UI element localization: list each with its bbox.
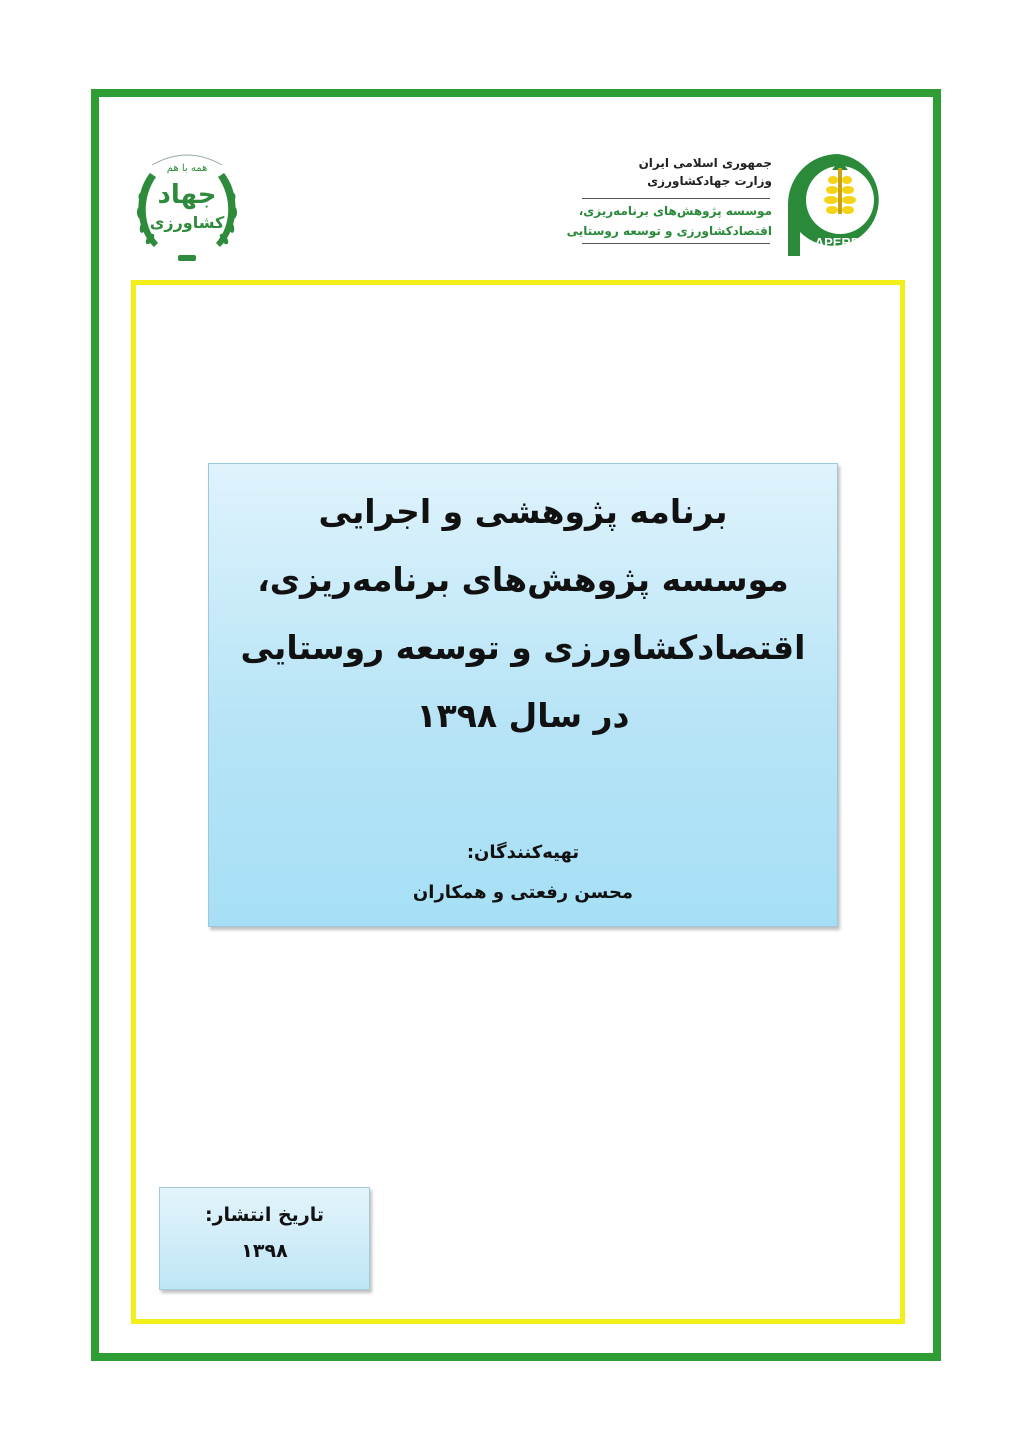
government-name: جمهوری اسلامی ایران [638,156,772,170]
jahad-keshavarzi-logo [128,143,246,267]
aperdri-emblem-icon [778,146,902,262]
institute-name-line1: موسسه پژوهش‌های برنامه‌ریزی، [578,204,772,218]
authors-names: محسن رفعتی و همکاران [412,882,634,903]
emblem-label: APERDRI [814,235,874,250]
publication-date-label: تاریخ انتشار: [204,1204,325,1226]
title-line-2: موسسه پژوهش‌های برنامه‌ریزی، [257,560,789,599]
publication-year: ۱۳۹۸ [241,1240,288,1262]
title-box [208,463,838,927]
divider [582,243,770,244]
ministry-name: وزارت جهادکشاورزی [647,174,772,188]
divider [582,198,770,199]
authors-label: تهیه‌کنندگان: [466,842,580,863]
logo-subtitle: کشاورزی [149,213,225,232]
ministry-institute-header [566,146,902,262]
publication-date-box [159,1187,370,1290]
institute-name-line2: اقتصادکشاورزی و توسعه روستایی [566,224,772,238]
logo-slogan: همه با هم [166,163,208,174]
title-line-4: در سال ۱۳۹۸ [416,696,630,735]
logo-title: جهاد [157,180,217,210]
title-line-1: برنامه پژوهشی و اجرایی [318,492,728,531]
title-line-3: اقتصادکشاورزی و توسعه روستایی [240,628,806,667]
